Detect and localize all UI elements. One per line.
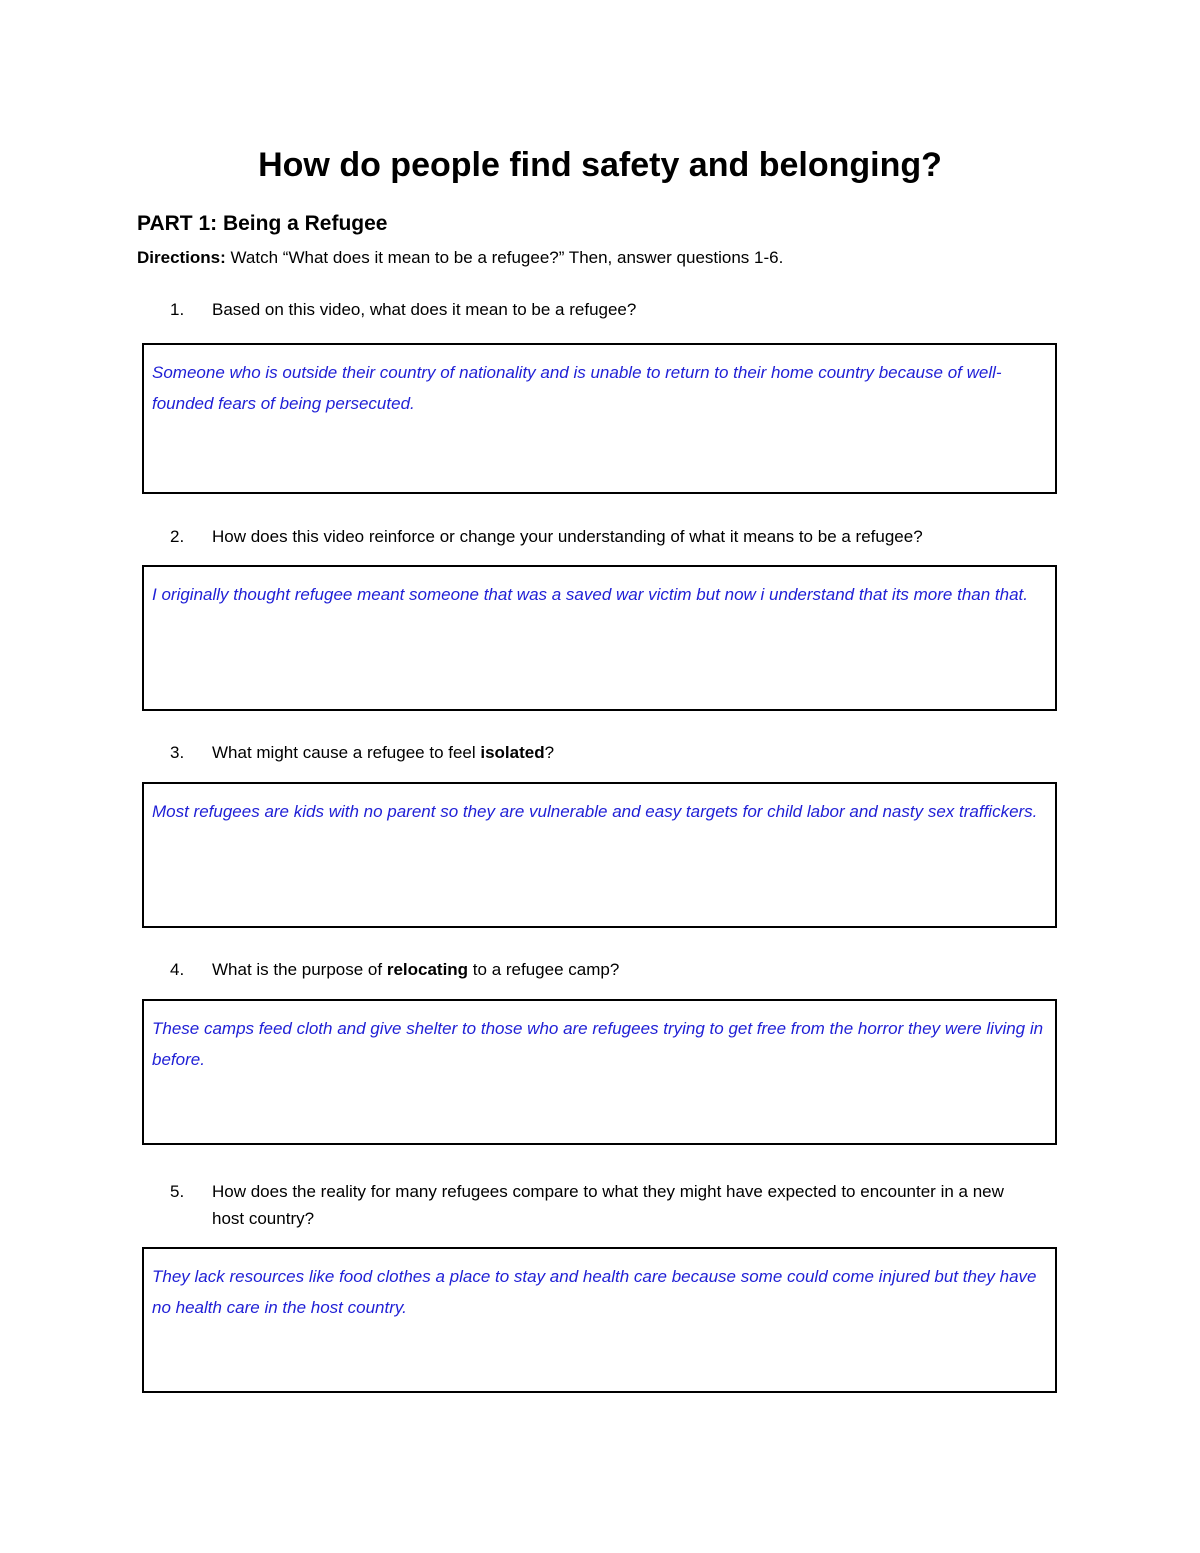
answer-box-4[interactable]: [142, 999, 1057, 1145]
question-text: Based on this video, what does it mean to be a refugee?: [212, 300, 637, 319]
answer-text: Most refugees are kids with no parent so they are vulnerable and easy targets for child labor and nasty sex traffickers.: [152, 802, 1038, 821]
question-number: 3.: [170, 743, 185, 762]
question-text: How does this video reinforce or change your understanding of what it means to be a refugee?: [212, 527, 923, 546]
question-text: How does the reality for many refugees compare to what they might have expected to encounter in a new host country?: [212, 1182, 1004, 1228]
answer-text: Someone who is outside their country of nationality and is unable to return to their home country because of well-founded fears of being persecuted.: [152, 363, 1002, 413]
question-2: [170, 523, 1030, 550]
question-number: 5.: [170, 1182, 185, 1201]
part-heading: PART 1: Being a Refugee: [137, 212, 388, 235]
answer-box-5[interactable]: [142, 1247, 1057, 1393]
question-keyword: isolated: [480, 743, 545, 762]
answer-box-2[interactable]: [142, 565, 1057, 711]
answer-box-3[interactable]: [142, 782, 1057, 928]
directions: [137, 248, 783, 268]
directions-text: Watch “What does it mean to be a refugee?” Then, answer questions 1-6.: [225, 248, 784, 267]
question-number: 1.: [170, 300, 185, 319]
page-title: How do people find safety and belonging?: [258, 146, 942, 184]
question-text: What is the purpose of relocating to a refugee camp?: [212, 960, 620, 979]
answer-box-1[interactable]: [142, 343, 1057, 494]
question-number: 2.: [170, 527, 185, 546]
answer-text: I originally thought refugee meant someone that was a saved war victim but now i understand that its more than that.: [152, 585, 1028, 604]
answer-text: They lack resources like food clothes a place to stay and health care because some could come injured but they have no health care in the host country.: [152, 1267, 1037, 1317]
question-5: [170, 1178, 1030, 1232]
question-3: [170, 739, 1030, 766]
answer-text: These camps feed cloth and give shelter to those who are refugees trying to get free from the horror they were living in before.: [152, 1019, 1044, 1069]
question-keyword: relocating: [386, 960, 469, 979]
question-1: [170, 296, 1030, 323]
question-text: What might cause a refugee to feel isolated?: [212, 743, 555, 762]
directions-label: Directions:: [137, 248, 226, 267]
question-4: [170, 956, 1030, 983]
question-number: 4.: [170, 960, 185, 979]
